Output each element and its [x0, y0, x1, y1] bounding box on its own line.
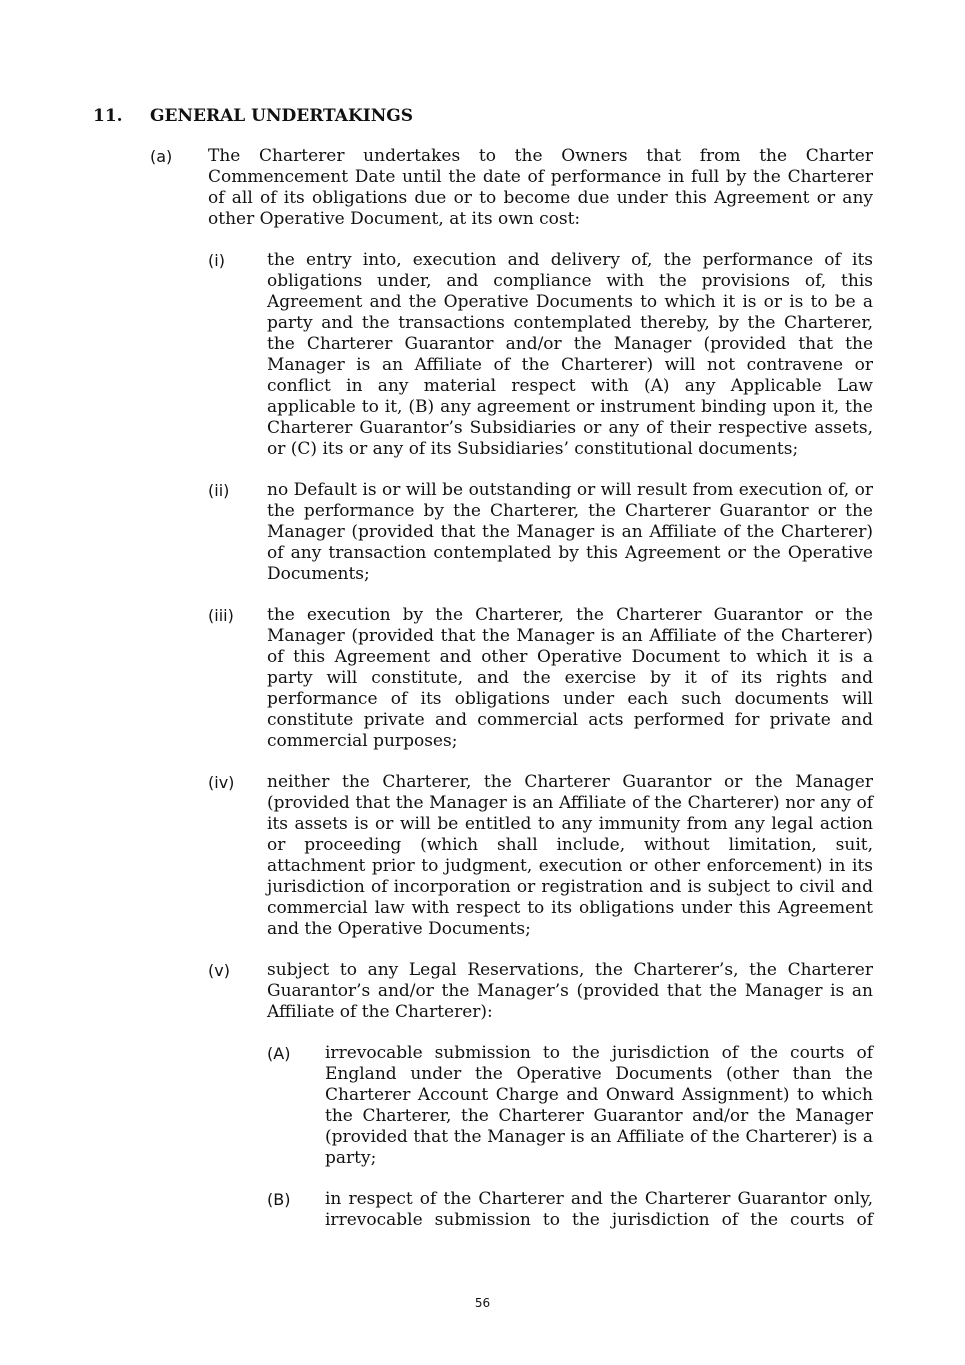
item-ii-text: no Default is or will be outstanding or will result from execution of, or the performance by the Charterer, the Charterer Guarantor or the Manager (provided that the Manager is an Affiliate of the Charterer) of any transaction contemplated by this Agreement or the Operative Documents; — [267, 480, 873, 584]
clause-a-text: The Charterer undertakes to the Owners that from the Charter Commencement Date until the date of performance in full by the Charterer of all of its obligations due or to become due under this Agreement or any other Operative Document, at its own cost: — [208, 146, 873, 229]
item-iv-label: (iv) — [208, 773, 235, 792]
item-i-label: (i) — [208, 251, 225, 270]
subitem-b-text: in respect of the Charterer and the Charterer Guarantor only, irrevocable submission to the jurisdiction of the courts of — [325, 1189, 873, 1230]
section-number: 11. — [93, 106, 123, 126]
item-i-text: the entry into, execution and delivery of, the performance of its obligations under, and compliance with the provisions of, this Agreement and the Operative Documents to which it is or is to be a party and the transactions contemplated thereby, by the Charterer, the Charterer Guarantor and/or the Manager (provided that the Manager is an Affiliate of the Charterer) will not contravene or conflict in any material respect with (A) any Applicable Law applicable to it, (B) any agreement or instrument binding upon it, the Charterer Guarantor’s Subsidiaries or any of their respective assets, or (C) its or any of its Subsidiaries’ constitutional documents; — [267, 250, 873, 459]
item-iii-label: (iii) — [208, 606, 234, 625]
section-title: GENERAL UNDERTAKINGS — [150, 106, 414, 126]
item-v-label: (v) — [208, 961, 230, 980]
item-v-text: subject to any Legal Reservations, the Charterer’s, the Charterer Guarantor’s and/or the Manager’s (provided that the Manager is an Affiliate of the Charterer): — [267, 960, 873, 1022]
subitem-a-label: (A) — [267, 1044, 291, 1063]
clause-a-label: (a) — [150, 147, 173, 166]
subitem-a-text: irrevocable submission to the jurisdiction of the courts of England under the Operative Documents (other than the Charterer Account Charge and Onward Assignment) to which the Charterer, the Charterer Guarantor and/or the Manager (provided that the Manager is an Affiliate of the Charterer) is a party; — [325, 1043, 873, 1168]
item-iv-text: neither the Charterer, the Charterer Guarantor or the Manager (provided that the Manager is an Affiliate of the Charterer) nor any of its assets is or will be entitled to any immunity from any legal action or proceeding (which shall include, without limitation, suit, attachment prior to judgment, execution or other enforcement) in its jurisdiction of incorporation or registration and is subject to civil and commercial law with respect to its obligations under this Agreement and the Operative Documents; — [267, 772, 873, 939]
page-number: 56 — [474, 1296, 491, 1310]
subitem-b-label: (B) — [267, 1190, 291, 1209]
item-iii-text: the execution by the Charterer, the Charterer Guarantor or the Manager (provided that the Manager is an Affiliate of the Charterer) of this Agreement and other Operative Document to which it is a party will constitute, and the exercise by it of its rights and performance of its obligations under each such documents will constitute private and commercial acts performed for private and commercial purposes; — [267, 605, 873, 751]
item-ii-label: (ii) — [208, 481, 230, 500]
